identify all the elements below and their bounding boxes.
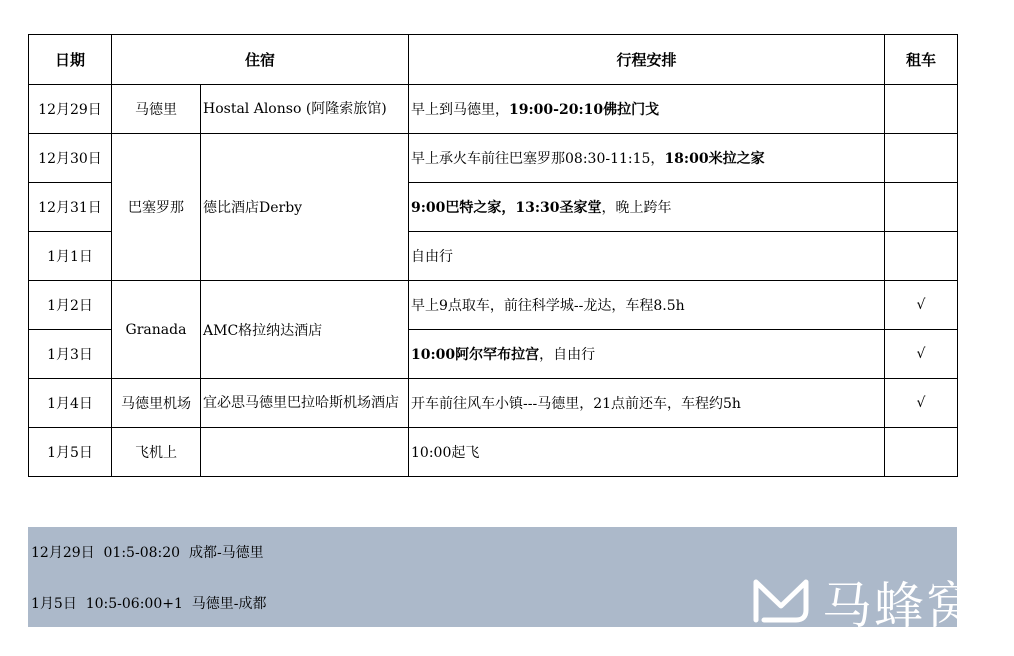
- table-row: [29, 134, 958, 183]
- car-cell: [885, 183, 958, 232]
- car-cell: √: [885, 281, 958, 330]
- itinerary-table: [28, 34, 958, 477]
- hotel-cell: 宜必思马德里巴拉哈斯机场酒店: [201, 379, 409, 428]
- plan-text-bold: 19:00-20:10佛拉门戈: [509, 102, 660, 118]
- table-row: [29, 428, 958, 477]
- plan-text: ，自由行: [539, 347, 596, 363]
- plan-text: 开车前往风车小镇---马德里，21点前还车，车程约5h: [411, 396, 741, 412]
- plan-text-bold: 9:00巴特之家，13:30圣家堂: [411, 200, 602, 216]
- plan-cell: [409, 232, 885, 281]
- city-cell: 巴塞罗那: [112, 134, 201, 281]
- car-cell: √: [885, 379, 958, 428]
- date-cell: 1月1日: [29, 232, 112, 281]
- city-cell: 马德里: [112, 85, 201, 134]
- table-row: [29, 281, 958, 330]
- hotel-cell: 德比酒店Derby: [201, 134, 409, 281]
- table-row: [29, 379, 958, 428]
- flight-return: 1月5日 10:5-06:00+1 马德里-成都: [31, 596, 267, 612]
- city-cell: 马德里机场: [112, 379, 201, 428]
- date-cell: 12月31日: [29, 183, 112, 232]
- plan-text: 早上承火车前往巴塞罗那08:30-11:15，: [411, 151, 665, 167]
- plan-text: 早上9点取车，前往科学城--龙达，车程8.5h: [411, 298, 685, 314]
- plan-text: 自由行: [411, 249, 454, 265]
- city-cell: Granada: [112, 281, 201, 379]
- car-cell: [885, 232, 958, 281]
- plan-cell: [409, 85, 885, 134]
- date-cell: 1月3日: [29, 330, 112, 379]
- date-cell: 12月29日: [29, 85, 112, 134]
- car-cell: [885, 134, 958, 183]
- plan-cell: [409, 379, 885, 428]
- plan-text-bold: 10:00阿尔罕布拉宫: [411, 347, 540, 363]
- plan-cell: [409, 183, 885, 232]
- car-cell: [885, 428, 958, 477]
- table-row: [29, 85, 958, 134]
- mafengwo-logo-icon: [750, 576, 812, 628]
- header-date: 日期: [29, 35, 112, 85]
- plan-text: 10:00起飞: [411, 445, 480, 461]
- date-cell: 12月30日: [29, 134, 112, 183]
- hotel-cell: AMC格拉纳达酒店: [201, 281, 409, 379]
- car-cell: √: [885, 330, 958, 379]
- hotel-cell: [201, 428, 409, 477]
- plan-text: 早上到马德里，: [411, 102, 510, 118]
- date-cell: 1月4日: [29, 379, 112, 428]
- city-cell: 飞机上: [112, 428, 201, 477]
- header-stay: 住宿: [112, 35, 409, 85]
- plan-cell: [409, 428, 885, 477]
- plan-text-bold: 18:00米拉之家: [664, 151, 765, 167]
- flight-outbound: 12月29日 01:5-08:20 成都-马德里: [31, 545, 264, 561]
- car-cell: [885, 85, 958, 134]
- plan-text: ，晚上跨年: [601, 200, 672, 216]
- date-cell: 1月2日: [29, 281, 112, 330]
- table-header-row: [29, 35, 958, 85]
- watermark: [750, 572, 978, 635]
- hotel-cell: Hostal Alonso (阿隆索旅馆): [201, 85, 409, 134]
- plan-cell: [409, 330, 885, 379]
- header-car: 租车: [885, 35, 958, 85]
- watermark-text: 马蜂窝: [822, 577, 978, 635]
- plan-cell: [409, 281, 885, 330]
- plan-cell: [409, 134, 885, 183]
- date-cell: 1月5日: [29, 428, 112, 477]
- header-plan: 行程安排: [409, 35, 885, 85]
